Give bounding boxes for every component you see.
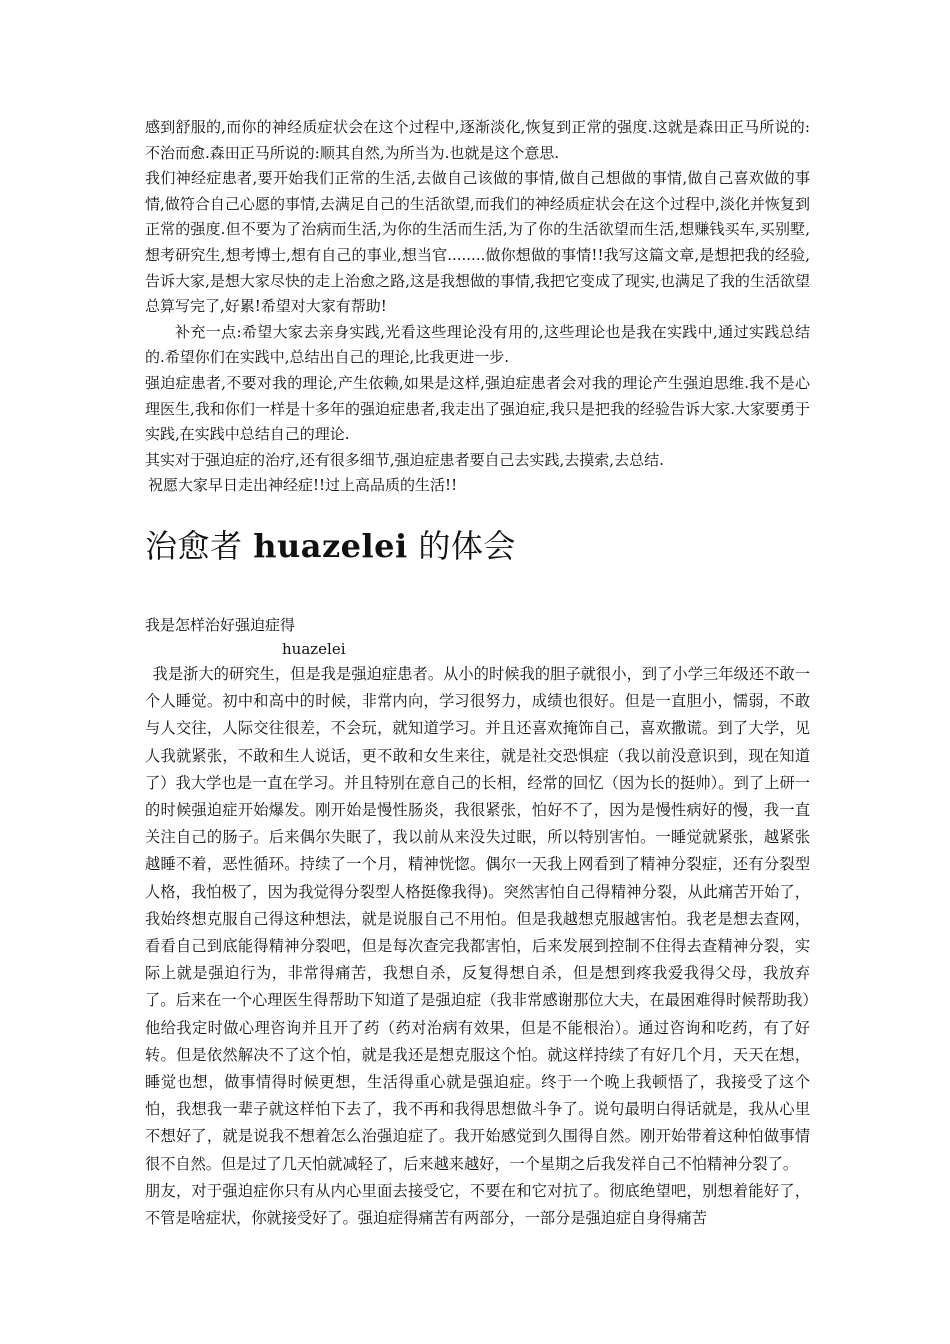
article-author: huazelei	[282, 639, 346, 658]
paragraph: 强迫症患者,不要对我的理论,产生依赖,如果是这样,强迫症患者会对我的理论产生强迫思维.我不是心理医生,我和你们一样是十多年的强迫症患者,我走出了强迫症,我只是把我的经验告诉大家.大家要勇于实践,在实践中总结自己的理论.	[145, 373, 810, 444]
heading-suffix: 的体会	[407, 526, 516, 565]
paragraph: 朋友，对于强迫症你只有从内心里面去接受它，不要在和它对抗了。彻底绝望吧，别想着能好了，不管是啥症状，你就接受好了。强迫症得痛苦有两部分，一部分是强迫症自身得痛苦	[145, 1181, 810, 1227]
document-page	[145, 115, 810, 1232]
article-body	[145, 661, 810, 1232]
heading-prefix: 治愈者	[145, 526, 254, 565]
paragraph: 其实对于强迫症的治疗,还有很多细节,强迫症患者要自己去实践,去摸索,去总结.	[145, 450, 664, 469]
previous-article-ending	[145, 115, 810, 499]
article-subtitle: 我是怎样治好强迫症得	[145, 615, 296, 634]
article-heading	[145, 521, 810, 571]
heading-author-name: huazelei	[253, 526, 408, 565]
paragraph: 感到舒服的,而你的神经质症状会在这个过程中,逐渐淡化,恢复到正常的强度.这就是森田正马所说的:不治而愈.森田正马所说的:顺其自然,为所当为.也就是这个意思.	[145, 118, 810, 162]
closing-wish: 祝愿大家早日走出神经症!!过上高品质的生活!!	[148, 476, 458, 495]
supplement-paragraph: 补充一点:希望大家去亲身实践,光看这些理论没有用的,这些理论也是我在实践中,通过实践总结的.希望你们在实践中,总结出自己的理论,比我更进一步.	[145, 322, 810, 367]
paragraph: 我们神经症患者,要开始我们正常的生活,去做自己该做的事情,做自己想做的事情,做自己喜欢做的事情,做符合自己心愿的事情,去满足自己的生活欲望,而我们的神经质症状会在这个过程中,淡化并恢复到正常的强度.但不要为了治病而生活,为你的生活而生活,为了你的生活欲望而生活,想赚钱买车,买别墅,想考研究生,想考博士,想有自己的事业,想当官........做你想做的事情!!我写这篇文章,是想把我的经验,告诉大家,是想大家尽快的走上治愈之路,这是我想做的事情,我把它变成了现实,也满足了我的生活欲望 总算写完了,好累!希望对大家有帮助!	[145, 169, 810, 316]
paragraph: 我是浙大的研究生，但是我是强迫症患者。从小的时候我的胆子就很小，到了小学三年级还不敢一个人睡觉。初中和高中的时候，非常内向，学习很努力，成绩也很好。但是一直胆小，懦弱，不敢与人交往，人际交往很差，不会玩，就知道学习。并且还喜欢掩饰自己，喜欢撒谎。到了大学，见人我就紧张，不敢和生人说话，更不敢和女生来往，就是社交恐惧症（我以前没意识到，现在知道了）我大学也是一直在学习。并且特别在意自己的长相，经常的回忆（因为长的挺帅）。到了上研一的时候强迫症开始爆发。刚开始是慢性肠炎，我很紧张，怕好不了，因为是慢性病好的慢，我一直关注自己的肠子。后来偶尔失眠了，我以前从来没失过眠，所以特别害怕。一睡觉就紧张，越紧张越睡不着，恶性循环。持续了一个月，精神恍惚。偶尔一天我上网看到了精神分裂症，还有分裂型人格，我怕极了，因为我觉得分裂型人格挺像我得)。突然害怕自己得精神分裂，从此痛苦开始了，我始终想克服自己得这种想法，就是说服自己不用怕。但是我越想克服越害怕。我老是想去查网，看看自己到底能得精神分裂吧，但是每次查完我都害怕，后来发展到控制不住得去查精神分裂，实际上就是强迫行为，非常得痛苦，我想自杀，反复得想自杀，但是想到疼我爱我得父母，我放弃了。后来在一个心理医生得帮助下知道了是强迫症（我非常感谢那位大夫，在最困难得时候帮助我）他给我定时做心理咨询并且开了药（药对治病有效果，但是不能根治）。通过咨询和吃药，有了好转。但是依然解决不了这个怕，就是我还是想克服这个怕。就这样持续了有好几个月，天天在想，睡觉也想，做事情得时候更想，生活得重心就是强迫症。终于一个晚上我顿悟了，我接受了这个怕，我想我一辈子就这样怕下去了，我不再和我得思想做斗争了。说句最明白得话就是，我从心里不想好了，就是说我不想着怎么治强迫症了。我开始感觉到久围得自然。刚开始带着这种怕做事情很不自然。但是过了几天怕就减轻了，后来越来越好，一个星期之后我发祥自己不怕精神分裂了。	[145, 664, 810, 1173]
